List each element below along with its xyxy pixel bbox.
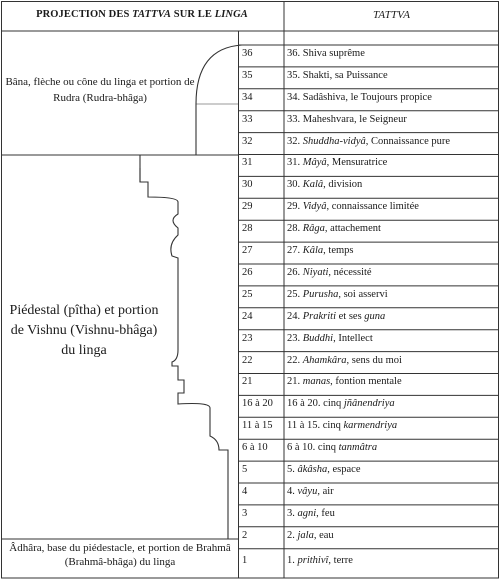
tattva-italic: Shuddha-vidyâ <box>302 135 366 147</box>
tattva-text: , Intellect <box>333 332 373 344</box>
row-tattva <box>287 530 334 541</box>
tattva-italic: Buddhi <box>302 332 334 344</box>
tattva-text: , connaissance limitée <box>326 201 419 213</box>
tattva-text: , feu <box>316 507 335 519</box>
tattva-text: 33. Maheshvara, le Seigneur <box>287 113 407 125</box>
tattva-italic: tanmâtra <box>338 442 378 454</box>
row-number: 22 <box>242 354 253 366</box>
tattva-text: 24. <box>287 310 303 322</box>
row-number: 29 <box>242 201 253 213</box>
row-number: 36 <box>242 47 253 59</box>
row-tattva <box>287 201 419 212</box>
row-number: 21 <box>242 376 253 388</box>
tattva-text: , temps <box>323 245 354 257</box>
row-number: 4 <box>242 485 248 497</box>
row-tattva <box>287 267 372 278</box>
tattva-text: , attachement <box>324 223 381 235</box>
tattva-italic: guna <box>364 310 386 322</box>
row-number: 6 à 10 <box>242 442 268 454</box>
tattva-text: 4. <box>287 485 298 497</box>
tattva-text: 34. Sadâshiva, le Toujours propice <box>287 91 432 103</box>
tattva-text: , Mensuratrice <box>326 157 388 169</box>
row-tattva <box>287 92 432 103</box>
tattva-text: , nécessité <box>328 266 372 278</box>
row-number: 31 <box>242 157 253 169</box>
tattva-italic: Kalâ <box>302 179 324 191</box>
row-number: 24 <box>242 310 253 322</box>
tattva-italic: Râga <box>302 223 325 235</box>
tattva-text: 11 à 15. cinq <box>287 420 344 432</box>
tattva-text: et ses <box>336 310 365 322</box>
row-tattva <box>287 114 407 125</box>
row-number: 33 <box>242 113 253 125</box>
row-tattva <box>287 289 388 300</box>
tattva-text: , espace <box>327 464 361 476</box>
row-number: 23 <box>242 332 253 344</box>
tattva-text: 27. <box>287 245 303 257</box>
section-label-adhara: Âdhâra, base du piédestacle, et portion de Brahmâ (Brahmâ-bhâga) du linga <box>9 542 231 568</box>
tattva-italic: prithivî <box>297 555 329 567</box>
row-number: 27 <box>242 245 253 257</box>
tattva-italic: Mâyâ <box>302 157 327 169</box>
row-number: 5 <box>242 464 248 476</box>
section-label-piedestal: Piédestal (pîtha) et portion de Vishnu (Vishnu-bhâga) du linga <box>9 303 159 358</box>
row-tattva <box>287 48 365 59</box>
row-number: 3 <box>242 507 248 519</box>
tattva-text: 2. <box>287 529 298 541</box>
tattva-italic: manas <box>302 376 331 388</box>
tattva-italic: jñânendriya <box>343 398 395 410</box>
tattva-text: 26. <box>287 266 303 278</box>
tattva-text: 22. <box>287 354 303 366</box>
row-tattva <box>287 486 334 497</box>
tattva-text: , terre <box>328 555 353 567</box>
row-tattva <box>287 245 354 256</box>
row-tattva <box>287 464 360 475</box>
tattva-text: 30. <box>287 179 303 191</box>
tattva-text: 31. <box>287 157 303 169</box>
tattva-text: 16 à 20. cinq <box>287 398 344 410</box>
tattva-italic: Ahamkâra <box>302 354 347 366</box>
row-tattva <box>287 555 353 566</box>
section-label-bana: Bâna, flèche ou cône du linga et portion de Rudra (Rudra-bhâga) <box>5 76 195 104</box>
tattva-text: 21. <box>287 376 303 388</box>
row-number: 26 <box>242 266 253 278</box>
row-tattva <box>287 442 377 453</box>
tattva-text: 6 à 10. cinq <box>287 442 339 454</box>
tattva-text: , eau <box>313 529 334 541</box>
row-tattva <box>287 508 335 519</box>
row-number: 34 <box>242 91 253 103</box>
tattva-italic: âkâsha <box>297 464 328 476</box>
row-tattva <box>287 136 450 147</box>
tattva-italic: vâyu <box>297 485 318 497</box>
tattva-text: 3. <box>287 507 298 519</box>
row-number: 35 <box>242 69 253 81</box>
tattva-italic: Kâla <box>302 245 324 257</box>
tattva-text: 1. <box>287 555 298 567</box>
tattva-italic: Vidyâ <box>302 201 327 213</box>
tattva-text: 36. Shiva suprême <box>287 47 365 59</box>
tattva-italic: agni <box>297 507 317 519</box>
row-number: 25 <box>242 288 253 300</box>
header-tattva: TATTVA <box>372 9 411 21</box>
row-number: 1 <box>242 555 248 567</box>
tattva-italic: Purusha <box>302 288 339 300</box>
tattva-text: , air <box>317 485 334 497</box>
row-number: 16 à 20 <box>242 398 273 410</box>
row-tattva <box>287 420 397 431</box>
tattva-text: 28. <box>287 223 303 235</box>
row-tattva <box>287 355 402 366</box>
tattva-italic: Niyati <box>302 266 329 278</box>
tattva-text: , Connaissance pure <box>365 135 451 147</box>
row-number: 28 <box>242 223 253 235</box>
header-projection: PROJECTION DES TATTVA SUR LE LINGA <box>36 9 248 20</box>
row-tattva <box>287 311 385 322</box>
tattva-text: 35. Shakti, sa Puissance <box>287 69 388 81</box>
tattva-text: 32. <box>287 135 303 147</box>
row-tattva <box>287 179 362 190</box>
row-tattva <box>287 398 395 409</box>
tattva-text: , soi asservi <box>338 288 388 300</box>
row-number: 11 à 15 <box>242 420 273 432</box>
row-tattva <box>287 70 388 81</box>
tattva-italic: karmendriya <box>343 420 398 432</box>
row-number: 30 <box>242 179 253 191</box>
tattva-text: , sens du moi <box>346 354 402 366</box>
tattva-text: , division <box>323 179 363 191</box>
tattva-text: 25. <box>287 288 303 300</box>
tattva-italic: jala <box>297 529 314 541</box>
tattva-text: 23. <box>287 332 303 344</box>
row-tattva <box>287 157 387 168</box>
tattva-italic: Prakriti <box>302 310 336 322</box>
tattva-text: 5. <box>287 464 298 476</box>
row-tattva <box>287 376 402 387</box>
row-tattva <box>287 223 381 234</box>
row-number: 32 <box>242 135 253 147</box>
row-tattva <box>287 333 373 344</box>
tattva-text: 29. <box>287 201 303 213</box>
row-number: 2 <box>242 529 248 541</box>
tattva-text: , fontion mentale <box>330 376 402 388</box>
